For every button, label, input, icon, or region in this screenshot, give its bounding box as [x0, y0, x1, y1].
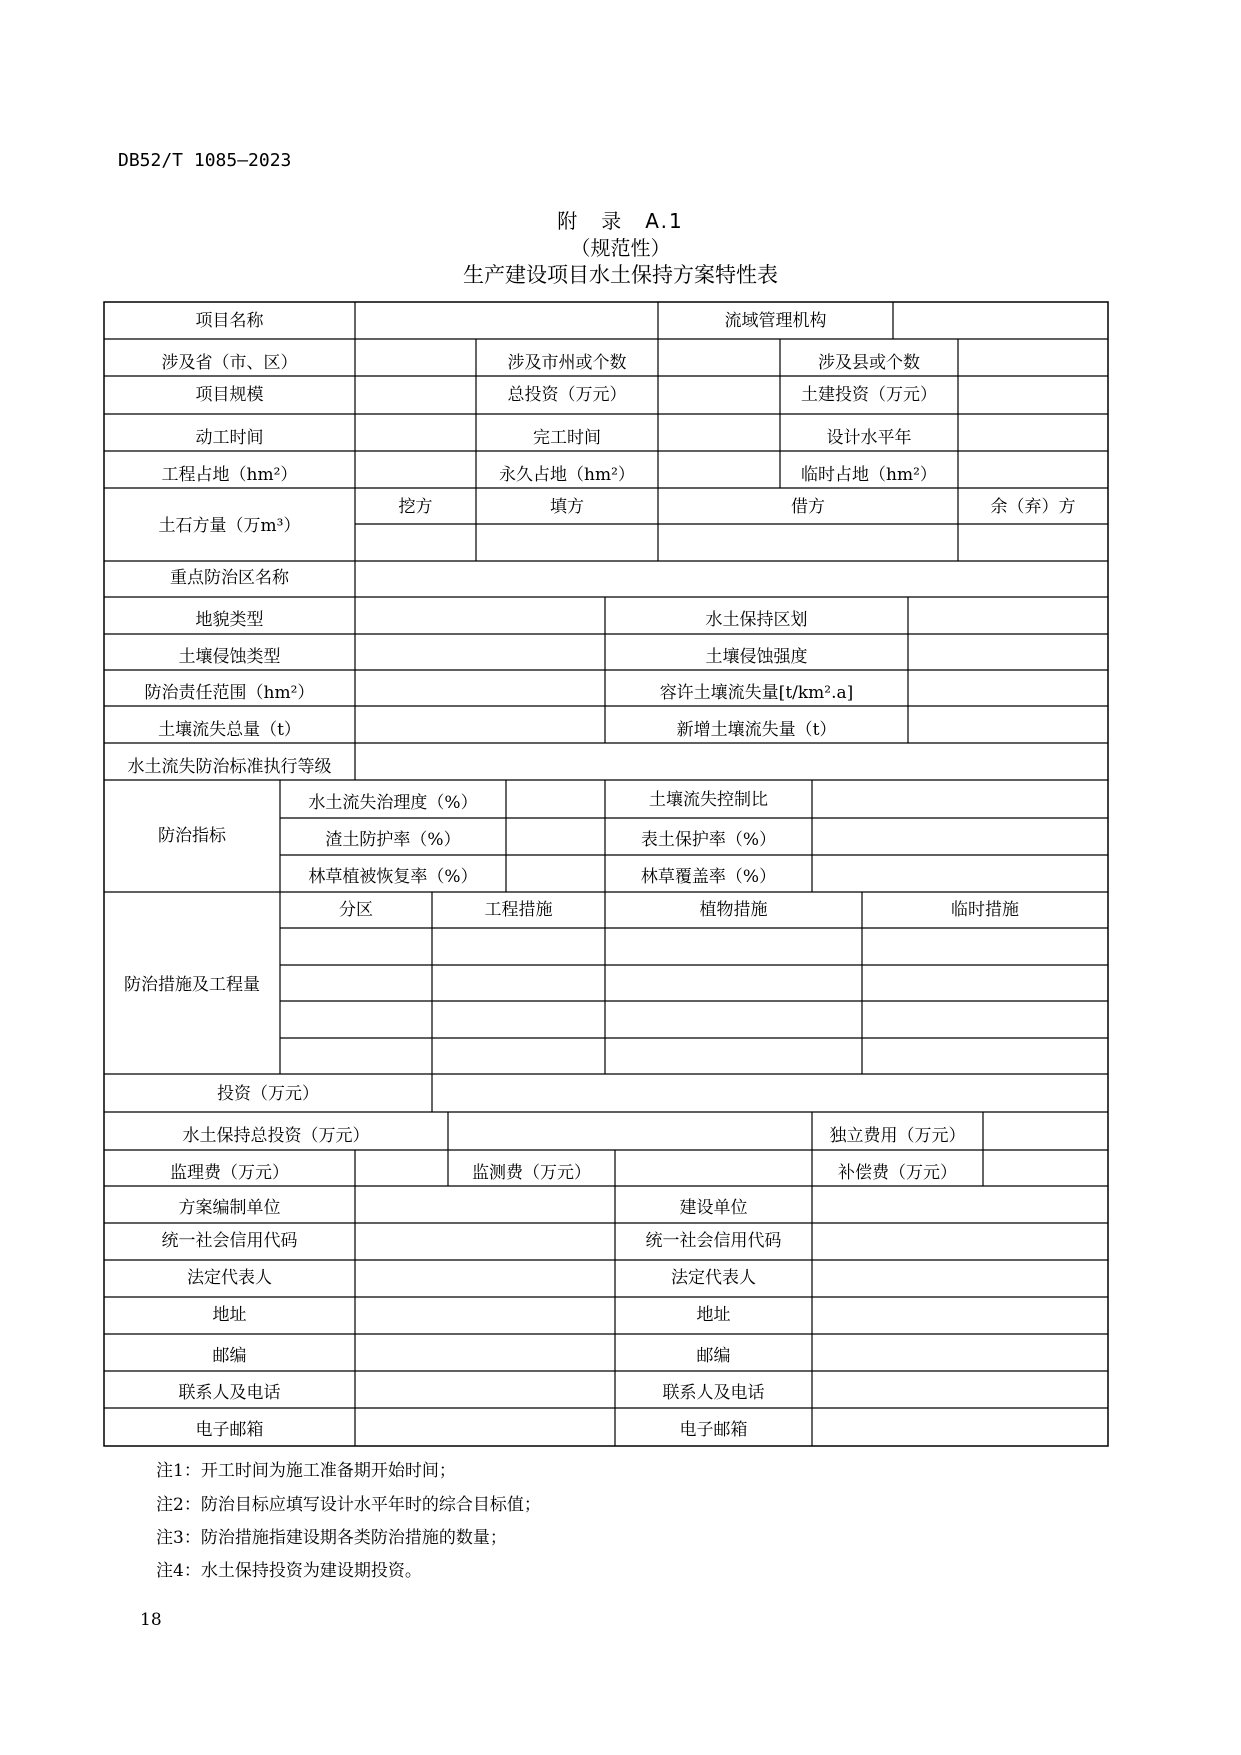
label-basin-agency: 流域管理机构 — [724, 311, 827, 331]
label-landform: 地貌类型 — [195, 610, 264, 630]
label-city: 涉及市州或个数 — [507, 353, 627, 373]
label-topsoil-rate: 表土保护率（%） — [640, 830, 777, 850]
label-std-grade: 水土流失防治标准执行等级 — [127, 757, 332, 777]
standard-code: DB52/T 1085—2023 — [118, 150, 292, 171]
label-county: 涉及县或个数 — [818, 353, 920, 373]
label-legal-rep-2: 法定代表人 — [671, 1268, 756, 1288]
label-surplus: 余（弃）方 — [990, 497, 1076, 517]
label-eng-area: 工程占地（hm²） — [161, 465, 298, 485]
label-slag-rate: 渣土防护率（%） — [325, 830, 461, 850]
note-1: 注1：开工时间为施工准备期开始时间； — [156, 1461, 456, 1481]
label-end-time: 完工时间 — [533, 428, 601, 448]
label-earthwork: 土石方量（万m³） — [158, 516, 301, 536]
label-email-2: 电子邮箱 — [679, 1420, 748, 1440]
label-monitor-fee: 监测费（万元） — [472, 1163, 591, 1183]
label-indicators: 防治指标 — [158, 826, 226, 846]
label-sw-total: 水土保持总投资（万元） — [182, 1126, 370, 1146]
label-project-name: 项目名称 — [195, 311, 264, 331]
label-key-zone: 重点防治区名称 — [170, 568, 289, 588]
label-email-1: 电子邮箱 — [195, 1420, 264, 1440]
label-contact-1: 联系人及电话 — [178, 1383, 281, 1403]
label-design-year: 设计水平年 — [826, 428, 912, 448]
label-supervise-fee: 监理费（万元） — [170, 1163, 289, 1183]
label-veg-recovery: 林草植被恢复率（%） — [308, 867, 478, 887]
table-title: 生产建设项目水土保持方案特性表 — [463, 263, 778, 287]
appendix-label: 附 录 A.1 — [557, 209, 684, 233]
label-resp-area: 防治责任范围（hm²） — [144, 683, 315, 703]
label-total-invest: 总投资（万元） — [507, 385, 627, 405]
label-invest: 投资（万元） — [217, 1084, 319, 1104]
label-scale: 项目规模 — [195, 385, 264, 405]
label-credit-code-1: 统一社会信用代码 — [161, 1231, 298, 1251]
label-allow-loss: 容许土壤流失量[t/km².a] — [659, 683, 854, 703]
label-address-1: 地址 — [212, 1305, 247, 1325]
label-address-2: 地址 — [696, 1305, 731, 1325]
label-legal-rep-1: 法定代表人 — [187, 1268, 272, 1288]
label-indep-fee: 独立费用（万元） — [829, 1126, 966, 1146]
label-province: 涉及省（市、区） — [161, 353, 298, 373]
label-veg-cover: 林草覆盖率（%） — [640, 867, 777, 887]
label-perm-area: 永久占地（hm²） — [499, 465, 635, 485]
label-control-ratio: 土壤流失控制比 — [649, 790, 768, 810]
note-3: 注3：防治措施指建设期各类防治措施的数量； — [156, 1528, 507, 1548]
label-fill: 填方 — [550, 497, 584, 517]
label-postcode-2: 邮编 — [696, 1346, 731, 1366]
label-borrow: 借方 — [791, 497, 825, 517]
label-new-loss: 新增土壤流失量（t） — [676, 720, 837, 740]
label-plant-measures: 植物措施 — [699, 900, 768, 920]
normative-label: （规范性） — [570, 236, 671, 260]
label-postcode-1: 邮编 — [212, 1346, 247, 1366]
label-plan-unit: 方案编制单位 — [178, 1198, 281, 1218]
label-cut: 挖方 — [398, 497, 433, 517]
label-compensation: 补偿费（万元） — [838, 1163, 957, 1183]
label-temp-measures: 临时措施 — [951, 900, 1019, 920]
label-start-time: 动工时间 — [195, 428, 264, 448]
label-civil-invest: 土建投资（万元） — [801, 385, 937, 405]
label-control-degree: 水土流失治理度（%） — [308, 793, 478, 813]
note-2: 注2：防治目标应填写设计水平年时的综合目标值； — [156, 1495, 541, 1515]
label-eng-measures: 工程措施 — [484, 900, 553, 920]
label-erosion-type: 土壤侵蚀类型 — [178, 647, 281, 667]
label-total-loss: 土壤流失总量（t） — [158, 720, 301, 740]
label-erosion-intensity: 土壤侵蚀强度 — [705, 647, 808, 667]
label-temp-area: 临时占地（hm²） — [801, 465, 937, 485]
note-4: 注4：水土保持投资为建设期投资。 — [156, 1561, 422, 1581]
label-build-unit: 建设单位 — [679, 1198, 748, 1218]
page-number: 18 — [140, 1610, 162, 1630]
label-measures: 防治措施及工程量 — [124, 975, 260, 995]
label-credit-code-2: 统一社会信用代码 — [645, 1231, 782, 1251]
label-zone: 分区 — [339, 900, 373, 920]
label-contact-2: 联系人及电话 — [662, 1383, 765, 1403]
label-sw-zoning: 水土保持区划 — [705, 610, 808, 630]
